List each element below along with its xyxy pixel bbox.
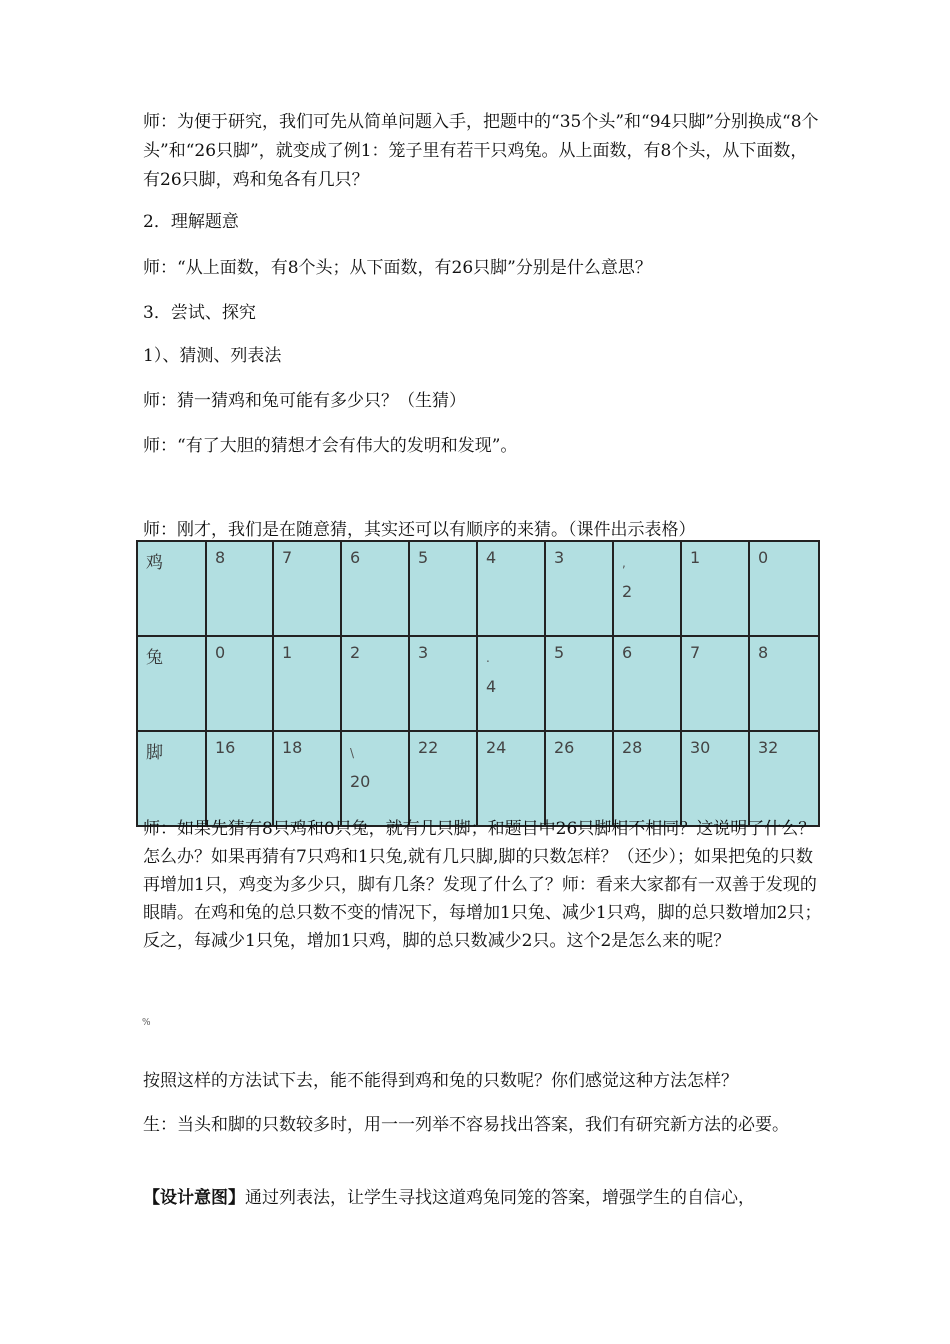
paragraph-intro: 师：为便于研究，我们可先从简单问题入手，把题中的“35个头”和“94只脚”分别换成“8个头”和“26只脚”，就变成了例1：笼子里有若干只鸡兔。从上面数，有8个头，从下面数，有26只脚，鸡和兔各有几只？ [143, 112, 819, 190]
paragraph-table-intro: 师：刚才，我们是在随意猜，其实还可以有顺序的来猜。（课件出示表格） [143, 520, 696, 540]
row-label-feet: 脚 [137, 731, 206, 826]
guess-table [136, 540, 820, 827]
table-row-rabbit [137, 636, 819, 731]
table-cell: 0 [206, 636, 273, 731]
table-row-chicken [137, 541, 819, 636]
table-cell: 0 [749, 541, 819, 636]
table-cell: 28 [613, 731, 681, 826]
cell-value: 4 [486, 677, 497, 696]
section-heading-explore: 3．尝试、探究 [143, 303, 256, 323]
stray-mark: % [142, 1018, 151, 1028]
table-cell: 7 [681, 636, 749, 731]
table-cell [341, 731, 409, 826]
paragraph-student-answer: 生：当头和脚的只数较多时，用一一列举不容易找出答案，我们有研究新方法的必要。 [143, 1115, 789, 1135]
table-cell: 5 [409, 541, 477, 636]
table-cell: 26 [545, 731, 613, 826]
table-cell: 22 [409, 731, 477, 826]
design-intent-label: 【设计意图】 [143, 1188, 245, 1208]
cell-value: 20 [350, 772, 371, 791]
paragraph-discussion: 师：如果先猜有8只鸡和0只兔，就有几只脚；和题目中26只脚相不相同？这说明了什么？怎么办？如果再猜有7只鸡和1只兔,就有几只脚,脚的只数怎样？（还少）；如果把兔的只数再增加1只，鸡变为多少只，脚有几条？发现了什么了？师：看来大家都有一双善于发现的眼睛。在鸡和兔的总只数不变的情况下，每增加1只兔、减少1只鸡，脚的总只数增加2只；反之，每减少1只兔，增加1只鸡，脚的总只数减少2只。这个2是怎么来的呢？ [143, 819, 822, 951]
subsection-heading-guess-table: 1）、猜测、列表法 [143, 346, 282, 366]
table-row-feet [137, 731, 819, 826]
paragraph-continue: 按照这样的方法试下去，能不能得到鸡和兔的只数呢？你们感觉这种方法怎样？ [143, 1071, 738, 1091]
table-cell: 2 [341, 636, 409, 731]
table-cell: 18 [273, 731, 341, 826]
table-cell: 6 [341, 541, 409, 636]
table-cell [613, 541, 681, 636]
table-cell: 1 [681, 541, 749, 636]
scan-mark: \ [350, 746, 355, 760]
table-cell [477, 636, 545, 731]
section-heading-understand: 2．理解题意 [143, 212, 239, 232]
table-cell: 3 [545, 541, 613, 636]
table-cell: 8 [749, 636, 819, 731]
table-cell: 7 [273, 541, 341, 636]
table-cell: 5 [545, 636, 613, 731]
paragraph-quote: 师：“有了大胆的猜想才会有伟大的发明和发现”。 [143, 436, 518, 456]
design-intent-text: 通过列表法，让学生寻找这道鸡兔同笼的答案，增强学生的自信心， [245, 1188, 755, 1208]
table-cell: 30 [681, 731, 749, 826]
paragraph-design-intent [143, 1184, 823, 1213]
paragraph-guess: 师：猜一猜鸡和兔可能有多少只？（生猜） [143, 391, 466, 411]
table-cell: 6 [613, 636, 681, 731]
table-cell: 4 [477, 541, 545, 636]
table-cell: 1 [273, 636, 341, 731]
table-cell: 16 [206, 731, 273, 826]
table-cell: 3 [409, 636, 477, 731]
cell-value: 2 [622, 582, 633, 601]
scan-mark: . [486, 651, 490, 665]
scan-mark: , [622, 556, 626, 570]
table-cell: 8 [206, 541, 273, 636]
row-label-rabbit: 兔 [137, 636, 206, 731]
table-cell: 24 [477, 731, 545, 826]
row-label-chicken: 鸡 [137, 541, 206, 636]
table-cell: 32 [749, 731, 819, 826]
paragraph-question: 师：“从上面数，有8个头；从下面数，有26只脚”分别是什么意思？ [143, 258, 652, 278]
